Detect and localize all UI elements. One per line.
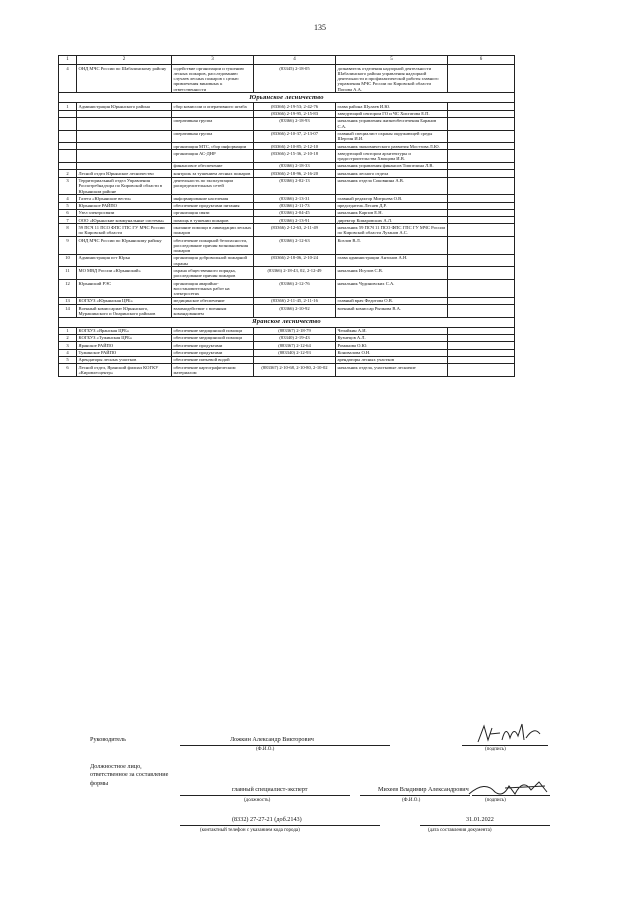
cell-extra	[448, 305, 515, 318]
table-row	[59, 280, 515, 298]
cell-phone: (83366) 2-10-37, 2-13-07	[254, 130, 336, 143]
cell-n: 4	[59, 65, 77, 93]
table-row	[59, 267, 515, 280]
table-row	[59, 195, 515, 202]
cell-org	[77, 150, 172, 163]
cell-extra	[448, 162, 515, 169]
cell-person: Кузнецов А.Л.	[336, 334, 448, 341]
cell-extra	[448, 237, 515, 255]
cell-phone: (883367) 2-18-79	[254, 327, 336, 334]
cell-person: главный редактор Митрьева О.В.	[336, 195, 448, 202]
cell-org	[77, 130, 172, 143]
cell-n	[59, 130, 77, 143]
cell-person: арендаторы лесных участков	[336, 356, 448, 363]
cell-n: 3	[59, 342, 77, 349]
cell-person: начальник отдела, участковые лесничие	[336, 364, 448, 377]
cell-org: Лесной отдел Юрьянское лесничество	[77, 170, 172, 177]
cell-n: 1	[59, 327, 77, 334]
cell-n: 3	[59, 177, 77, 195]
cell-n: 12	[59, 280, 77, 298]
table-row	[59, 117, 515, 130]
cell-task: обеспечение медицинской помощи	[172, 334, 254, 341]
cell-extra	[448, 143, 515, 150]
table-header-cell: 3	[172, 56, 254, 65]
cell-org: 59 ПСЧ 11 ПСО ФПС ГПС ГУ МЧС России по Кировской области	[77, 224, 172, 237]
table-row	[59, 162, 515, 169]
resp-name: Михеев Владимир Александрович	[378, 786, 469, 793]
cell-n	[59, 117, 77, 130]
table-row	[59, 217, 515, 224]
table-row	[59, 170, 515, 177]
cell-task: обеспечение продуктами питания	[172, 202, 254, 209]
cell-person: начальник 59 ПСЧ 11 ПСО ФПС ГПС ГУ МЧС России по Кировской области Лузанов А.С.	[336, 224, 448, 237]
cell-extra	[448, 177, 515, 195]
cell-task: обеспечение пожарной безопасности, расследование причин возникновения пожаров	[172, 237, 254, 255]
cell-task: обеспечение картографическим материалом	[172, 364, 254, 377]
cell-task: деятельность по эксплуатации распределительных сетей	[172, 177, 254, 195]
cell-extra	[448, 130, 515, 143]
section-header-row	[59, 93, 515, 103]
cell-phone: (83340) 2-19-43	[254, 334, 336, 341]
cell-org: Военный комиссариат Юрьянского, Мурашинского и Опаринского районов	[77, 305, 172, 318]
cell-n: 7	[59, 217, 77, 224]
date-caption: (дата составления документа)	[428, 828, 492, 833]
cell-org	[77, 143, 172, 150]
cell-n: 6	[59, 209, 77, 216]
cell-extra	[448, 103, 515, 110]
cell-org: ООО «Юрьянские коммунальные системы»	[77, 217, 172, 224]
cell-extra	[448, 364, 515, 377]
table-row	[59, 103, 515, 110]
cell-phone: (83366) 2-04-45	[254, 209, 336, 216]
cell-n: 2	[59, 170, 77, 177]
cell-phone: (83366) 2-11-73	[254, 202, 336, 209]
cell-person: начальник Чудиновских С.А.	[336, 280, 448, 298]
cell-task: обеспечение питьевой водой	[172, 356, 254, 363]
table-header-cell: 1	[59, 56, 77, 65]
cell-task: помощь в тушении пожаров	[172, 217, 254, 224]
cell-extra	[448, 117, 515, 130]
table-row	[59, 297, 515, 304]
cell-n: 1	[59, 103, 77, 110]
table-row	[59, 327, 515, 334]
table-row	[59, 254, 515, 267]
cell-org	[77, 110, 172, 117]
cell-person: заведующий сектором ГО и ЧС Хисгатова Е.П.	[336, 110, 448, 117]
cell-task: оказание помощи в ликвидации лесных пожаров	[172, 224, 254, 237]
resp-position: главный специалист-эксперт	[232, 786, 308, 793]
cell-org: ОНД МЧС России по Юрьянскому району	[77, 237, 172, 255]
cell-n	[59, 162, 77, 169]
cell-person: Романова О.Ю.	[336, 342, 448, 349]
cell-person: глава района Шулаев И.Ю.	[336, 103, 448, 110]
cell-person: начальник управления финансов Типпелина Л.В.	[336, 162, 448, 169]
cell-task: организация связи	[172, 209, 254, 216]
table-row	[59, 150, 515, 163]
cell-person: начальник лесного отдела	[336, 170, 448, 177]
cell-phone: (83366) 2-10-85; 2-12-10	[254, 143, 336, 150]
cell-n: 14	[59, 305, 77, 318]
cell-n	[59, 143, 77, 150]
table-row	[59, 356, 515, 363]
cell-extra	[448, 327, 515, 334]
cell-phone: (883367) 2-10-68, 2-10-80, 2-10-02	[254, 364, 336, 377]
cell-org: Администрация Юрьянского района	[77, 103, 172, 110]
cell-person: Козлов В.Л.	[336, 237, 448, 255]
cell-task: медицинское обеспечение	[172, 297, 254, 304]
cell-person: начальник Исупов С.В.	[336, 267, 448, 280]
cell-extra	[448, 217, 515, 224]
cell-person: военный комиссар Рычкова В.А.	[336, 305, 448, 318]
cell-task: организация МТС, сбор информации	[172, 143, 254, 150]
table-row	[59, 130, 515, 143]
cell-org: Администрация пгт Юрья	[77, 254, 172, 267]
table-header-cell: 5	[336, 56, 448, 65]
cell-n: 9	[59, 237, 77, 255]
cell-extra	[448, 334, 515, 341]
cell-phone: (883340) 2-12-93	[254, 349, 336, 356]
table-header-cell: 6	[448, 56, 515, 65]
cell-n: 4	[59, 349, 77, 356]
cell-org: МО МВД России «Юрьянский»	[77, 267, 172, 280]
cell-phone: (83366) 2-18-93	[254, 117, 336, 130]
cell-extra	[448, 224, 515, 237]
cell-task: охрана общественного порядка, расследование причин пожаров	[172, 267, 254, 280]
resp-label: Должностное лицо, ответственное за составление формы	[90, 763, 169, 787]
cell-person: начальник экономического развития Мосттова Л.Ю.	[336, 143, 448, 150]
section-title: Яранское лесничество	[59, 317, 515, 327]
cell-phone: (83366) 2-18-33	[254, 162, 336, 169]
cell-phone: (83366) 2-19-53; 2-42-76	[254, 103, 336, 110]
table-row	[59, 202, 515, 209]
cell-extra	[448, 110, 515, 117]
head-signature-image	[470, 720, 550, 746]
cell-task: обеспечение продуктами	[172, 349, 254, 356]
signature-block	[0, 720, 640, 905]
cell-task: организация добровольной пожарной охраны	[172, 254, 254, 267]
cell-phone: (83366) 2-12-76	[254, 280, 336, 298]
cell-phone: (83366) 2-02-13	[254, 177, 336, 195]
cell-person: Чепайкин А.И.	[336, 327, 448, 334]
cell-phone: (83366) 2-18-43, 02, 2-12-49	[254, 267, 336, 280]
cell-org: Юрьянский РЭС	[77, 280, 172, 298]
cell-phone: (83366) 2-18-96, 2-16-20	[254, 170, 336, 177]
cell-phone: (83366) 2-19-95, 2-15-83	[254, 110, 336, 117]
table-row	[59, 349, 515, 356]
table-row	[59, 177, 515, 195]
cell-n: 5	[59, 356, 77, 363]
cell-extra	[448, 254, 515, 267]
cell-n: 2	[59, 334, 77, 341]
cell-extra	[448, 170, 515, 177]
cell-extra	[448, 65, 515, 93]
table-header-row	[59, 56, 515, 65]
table-row	[59, 65, 515, 93]
cell-org: КОГБУЗ «Юрьянская ЦРБ»	[77, 297, 172, 304]
cell-org: Территориальный отдел Управления Роспотребнадзора по Кировской области в Юрьянском районе	[77, 177, 172, 195]
page-number: 135	[314, 23, 326, 32]
cell-n: 10	[59, 254, 77, 267]
cell-phone: (83366) 2-12-63	[254, 237, 336, 255]
cell-phone: (83366) 2-10-92	[254, 305, 336, 318]
cell-org: Юрьянское РАЙПО	[77, 202, 172, 209]
table-row	[59, 110, 515, 117]
cell-person: глава администрации Антонов А.Н.	[336, 254, 448, 267]
section-header-row	[59, 317, 515, 327]
contact-phone: (8332) 27-27-21 (доб.2143)	[232, 816, 302, 823]
table-header-cell: 4	[254, 56, 336, 65]
cell-person: начальник отдела Соковнина А.В.	[336, 177, 448, 195]
cell-phone	[254, 356, 336, 363]
cell-person: заведующий сектором архитектуры и градостроительства Хвощова И.В.	[336, 150, 448, 163]
section-title: Юрьянское лесничество	[59, 93, 515, 103]
cell-person: председатель Лесаев Д.Р.	[336, 202, 448, 209]
cell-n: 4	[59, 195, 77, 202]
cell-person: директор Комаровских А.Л.	[336, 217, 448, 224]
cell-person: Коновалова О.Н.	[336, 349, 448, 356]
cell-org: Лесной отдел, Яранский филиал КОГКУ «Кировлесцентр»	[77, 364, 172, 377]
cell-extra	[448, 342, 515, 349]
cell-extra	[448, 280, 515, 298]
table-header-cell: 2	[77, 56, 172, 65]
cell-task: оперативная группа	[172, 130, 254, 143]
cell-org: Арендаторы лесных участков	[77, 356, 172, 363]
cell-task	[172, 110, 254, 117]
cell-phone: (83366) 2-18-06, 2-10-24	[254, 254, 336, 267]
cell-org: ОНД МЧС России по Шабалинскому району	[77, 65, 172, 93]
head-name: Ложкин Александр Викторович	[230, 736, 314, 743]
cell-extra	[448, 195, 515, 202]
cell-task: взаимодействие с военным командованием	[172, 305, 254, 318]
cell-extra	[448, 202, 515, 209]
cell-phone: (83366) 2-12-63, 2-11-49	[254, 224, 336, 237]
table-row	[59, 143, 515, 150]
doc-date: 31.01.2022	[466, 816, 494, 823]
cell-task: организация аварийно-восстановительных работ на электросетях	[172, 280, 254, 298]
cell-task: контроль за тушением лесных пожаров	[172, 170, 254, 177]
cell-person: дознаватель отделения надзорной деятельности Шабалинского района управления надзорной деятельности и профилактической работы главного управления МЧС России по Кировской области Попова А.А.	[336, 65, 448, 93]
table-row	[59, 209, 515, 216]
cell-org: Тужинское РАЙПО	[77, 349, 172, 356]
cell-n	[59, 110, 77, 117]
cell-org: Газета «Юрьянские вести»	[77, 195, 172, 202]
forces-table	[58, 55, 515, 377]
cell-task: сбор комиссии и оперативного штаба	[172, 103, 254, 110]
table-row	[59, 237, 515, 255]
cell-extra	[448, 267, 515, 280]
cell-n: 6	[59, 364, 77, 377]
cell-extra	[448, 356, 515, 363]
cell-phone: (83366) 2-13-31	[254, 195, 336, 202]
cell-task: обеспечение медицинской помощи	[172, 327, 254, 334]
cell-task: информирование населения	[172, 195, 254, 202]
cell-n: 11	[59, 267, 77, 280]
table-row	[59, 224, 515, 237]
cell-task: организация АС-ДНР	[172, 150, 254, 163]
cell-n: 5	[59, 202, 77, 209]
phone-caption: (контактный телефон с указанием кода города)	[200, 828, 300, 833]
table-row	[59, 305, 515, 318]
head-label: Руководитель	[90, 736, 126, 743]
head-fio-caption: (Ф.И.О.)	[256, 747, 275, 752]
cell-extra	[448, 150, 515, 163]
cell-phone: (83366) 2-15-36, 2-10-18	[254, 150, 336, 163]
table-row	[59, 342, 515, 349]
cell-n: 8	[59, 224, 77, 237]
cell-person: главный специалист охраны окружающей среды Шергин И.И.	[336, 130, 448, 143]
cell-n: 13	[59, 297, 77, 304]
cell-org: КОГБУЗ «Тужинская ЦРБ»	[77, 334, 172, 341]
cell-extra	[448, 297, 515, 304]
cell-org	[77, 117, 172, 130]
cell-task: оперативная группа	[172, 117, 254, 130]
cell-person: главный врач Федотова О.В.	[336, 297, 448, 304]
table-row	[59, 364, 515, 377]
cell-task: финансовое обеспечение	[172, 162, 254, 169]
table-row	[59, 334, 515, 341]
cell-org: Узел электросвязи	[77, 209, 172, 216]
cell-org: КОГБУЗ «Яранская ЦРБ»	[77, 327, 172, 334]
cell-person: начальник управления жизнеобеспечения Баранов С.А.	[336, 117, 448, 130]
cell-org: Яранское РАЙПО	[77, 342, 172, 349]
cell-phone: (883367) 2-12-64	[254, 342, 336, 349]
cell-phone: (83345) 2-18-05	[254, 65, 336, 93]
head-sign-caption: (подпись)	[485, 747, 506, 752]
cell-task: содействие организации и тушению лесных пожаров, расследованию случаев лесных пожаров с целью привлечения виновных к ответственности	[172, 65, 254, 93]
cell-n	[59, 150, 77, 163]
resp-sign-caption: (подпись)	[485, 798, 506, 803]
cell-extra	[448, 349, 515, 356]
cell-person: начальник Карпов Е.Н.	[336, 209, 448, 216]
cell-phone: (83366) 2-13-91	[254, 217, 336, 224]
resp-signature-image	[465, 776, 555, 800]
cell-task: обеспечение продуктами	[172, 342, 254, 349]
cell-extra	[448, 209, 515, 216]
position-caption: (должность)	[244, 798, 271, 803]
cell-org	[77, 162, 172, 169]
resp-fio-caption: (Ф.И.О.)	[402, 798, 421, 803]
cell-phone: (83366) 2-11-45, 2-11-16	[254, 297, 336, 304]
